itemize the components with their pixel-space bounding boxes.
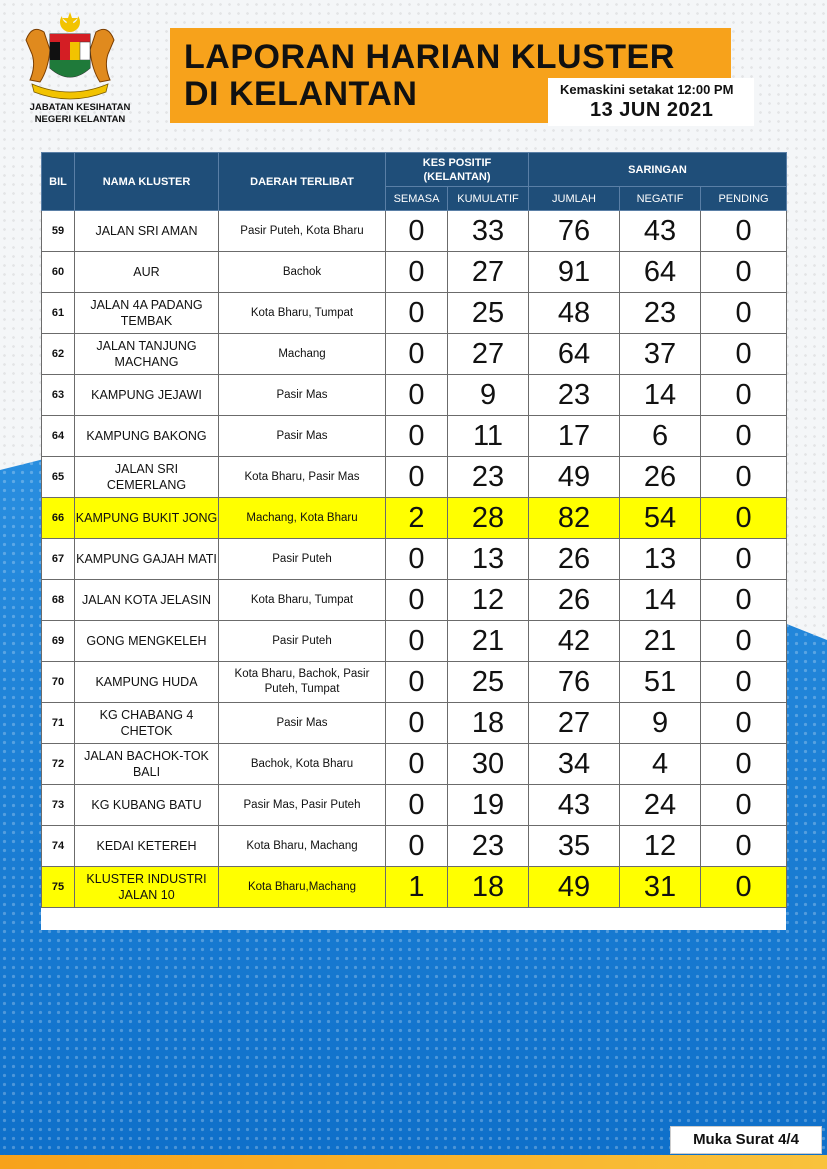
cell-daerah: Pasir Puteh (219, 621, 386, 662)
cell-kumulatif: 23 (448, 457, 529, 498)
table-row (42, 662, 787, 703)
cell-daerah: Kota Bharu, Tumpat (219, 580, 386, 621)
cell-semasa: 0 (386, 744, 448, 785)
cell-jumlah: 43 (529, 785, 620, 826)
header-pending: PENDING (701, 187, 787, 211)
cell-bil: 59 (42, 211, 75, 252)
cell-bil: 75 (42, 867, 75, 908)
table-row (42, 334, 787, 375)
header-kumulatif: KUMULATIF (448, 187, 529, 211)
cell-daerah: Kota Bharu, Tumpat (219, 293, 386, 334)
table-row (42, 252, 787, 293)
cell-kumulatif: 23 (448, 826, 529, 867)
cell-bil: 66 (42, 498, 75, 539)
cell-nama-kluster: KAMPUNG BAKONG (75, 416, 219, 457)
cell-pending: 0 (701, 334, 787, 375)
page-title-line-2: DI KELANTAN (184, 75, 418, 113)
cell-negatif: 14 (620, 375, 701, 416)
header-semasa: SEMASA (386, 187, 448, 211)
cell-jumlah: 42 (529, 621, 620, 662)
cell-pending: 0 (701, 703, 787, 744)
cell-negatif: 14 (620, 580, 701, 621)
cell-bil: 64 (42, 416, 75, 457)
cell-semasa: 1 (386, 867, 448, 908)
cell-nama-kluster: KAMPUNG BUKIT JONG (75, 498, 219, 539)
cell-negatif: 9 (620, 703, 701, 744)
cell-nama-kluster: JALAN SRI CEMERLANG (75, 457, 219, 498)
table-row (42, 498, 787, 539)
cell-kumulatif: 13 (448, 539, 529, 580)
cell-jumlah: 82 (529, 498, 620, 539)
cell-negatif: 24 (620, 785, 701, 826)
cell-nama-kluster: KAMPUNG GAJAH MATI (75, 539, 219, 580)
cell-bil: 72 (42, 744, 75, 785)
cell-daerah: Kota Bharu, Bachok, Pasir Puteh, Tumpat (219, 662, 386, 703)
cell-kumulatif: 25 (448, 662, 529, 703)
cell-jumlah: 48 (529, 293, 620, 334)
header-nama-kluster: NAMA KLUSTER (75, 153, 219, 211)
table-row (42, 580, 787, 621)
cell-nama-kluster: JALAN TANJUNG MACHANG (75, 334, 219, 375)
cell-pending: 0 (701, 211, 787, 252)
cell-kumulatif: 18 (448, 867, 529, 908)
cell-jumlah: 64 (529, 334, 620, 375)
cell-semasa: 0 (386, 416, 448, 457)
cell-nama-kluster: JALAN KOTA JELASIN (75, 580, 219, 621)
cell-negatif: 26 (620, 457, 701, 498)
cell-kumulatif: 19 (448, 785, 529, 826)
cell-negatif: 4 (620, 744, 701, 785)
cell-bil: 74 (42, 826, 75, 867)
cell-daerah: Kota Bharu, Pasir Mas (219, 457, 386, 498)
cell-kumulatif: 27 (448, 334, 529, 375)
agency-line-1: JABATAN KESIHATAN (29, 102, 131, 113)
cell-jumlah: 49 (529, 457, 620, 498)
cell-daerah: Pasir Mas (219, 375, 386, 416)
table-row (42, 457, 787, 498)
table-row (42, 621, 787, 662)
cell-kumulatif: 9 (448, 375, 529, 416)
header-jumlah: JUMLAH (529, 187, 620, 211)
cell-semasa: 0 (386, 662, 448, 703)
cell-semasa: 0 (386, 211, 448, 252)
cell-nama-kluster: KEDAI KETEREH (75, 826, 219, 867)
page-number-label: Muka Surat 4/4 (670, 1126, 822, 1154)
cell-jumlah: 23 (529, 375, 620, 416)
cell-daerah: Pasir Puteh (219, 539, 386, 580)
cell-nama-kluster: JALAN 4A PADANG TEMBAK (75, 293, 219, 334)
cell-negatif: 21 (620, 621, 701, 662)
agency-name (10, 102, 150, 126)
header-kes-positif: KES POSITIF (KELANTAN) (386, 153, 529, 187)
table-row (42, 703, 787, 744)
cell-bil: 62 (42, 334, 75, 375)
cell-bil: 63 (42, 375, 75, 416)
cell-negatif: 43 (620, 211, 701, 252)
cell-negatif: 54 (620, 498, 701, 539)
cell-negatif: 31 (620, 867, 701, 908)
cell-pending: 0 (701, 744, 787, 785)
table-row (42, 867, 787, 908)
cell-semasa: 0 (386, 703, 448, 744)
cluster-table-container (41, 152, 786, 930)
cell-daerah: Machang (219, 334, 386, 375)
table-row (42, 293, 787, 334)
cell-semasa: 2 (386, 498, 448, 539)
cell-bil: 68 (42, 580, 75, 621)
cell-daerah: Pasir Mas (219, 703, 386, 744)
cell-semasa: 0 (386, 252, 448, 293)
cell-bil: 67 (42, 539, 75, 580)
table-row (42, 539, 787, 580)
cell-nama-kluster: KLUSTER INDUSTRI JALAN 10 (75, 867, 219, 908)
cell-nama-kluster: JALAN SRI AMAN (75, 211, 219, 252)
cell-semasa: 0 (386, 293, 448, 334)
cell-pending: 0 (701, 580, 787, 621)
header-saringan: SARINGAN (529, 153, 787, 187)
cell-nama-kluster: KAMPUNG JEJAWI (75, 375, 219, 416)
cell-pending: 0 (701, 785, 787, 826)
cell-kumulatif: 12 (448, 580, 529, 621)
cell-bil: 73 (42, 785, 75, 826)
cell-jumlah: 26 (529, 539, 620, 580)
header-daerah-terlibat: DAERAH TERLIBAT (219, 153, 386, 211)
cell-jumlah: 26 (529, 580, 620, 621)
cell-nama-kluster: AUR (75, 252, 219, 293)
cell-daerah: Pasir Puteh, Kota Bharu (219, 211, 386, 252)
cell-negatif: 64 (620, 252, 701, 293)
cell-bil: 71 (42, 703, 75, 744)
cell-daerah: Kota Bharu, Machang (219, 826, 386, 867)
cell-nama-kluster: KG KUBANG BATU (75, 785, 219, 826)
cell-semasa: 0 (386, 539, 448, 580)
table-row (42, 211, 787, 252)
cell-pending: 0 (701, 498, 787, 539)
cell-bil: 69 (42, 621, 75, 662)
cell-jumlah: 17 (529, 416, 620, 457)
cell-kumulatif: 30 (448, 744, 529, 785)
cell-semasa: 0 (386, 826, 448, 867)
cell-semasa: 0 (386, 334, 448, 375)
agency-line-2: NEGERI KELANTAN (34, 114, 126, 125)
cell-negatif: 37 (620, 334, 701, 375)
cell-semasa: 0 (386, 580, 448, 621)
table-row (42, 744, 787, 785)
cell-daerah: Bachok, Kota Bharu (219, 744, 386, 785)
cell-pending: 0 (701, 867, 787, 908)
cell-pending: 0 (701, 375, 787, 416)
cell-semasa: 0 (386, 375, 448, 416)
table-row (42, 416, 787, 457)
update-label: Kemaskini setakat 12:00 PM (560, 82, 734, 97)
cell-nama-kluster: KG CHABANG 4 CHETOK (75, 703, 219, 744)
cell-kumulatif: 25 (448, 293, 529, 334)
cell-nama-kluster: GONG MENGKELEH (75, 621, 219, 662)
cell-semasa: 0 (386, 785, 448, 826)
cell-daerah: Pasir Mas (219, 416, 386, 457)
cell-bil: 65 (42, 457, 75, 498)
cell-negatif: 23 (620, 293, 701, 334)
cell-daerah: Pasir Mas, Pasir Puteh (219, 785, 386, 826)
cell-bil: 60 (42, 252, 75, 293)
bottom-orange-bar (0, 1155, 827, 1169)
update-date: 13 JUN 2021 (590, 99, 714, 121)
page-title-line-1: LAPORAN HARIAN KLUSTER (184, 38, 675, 76)
cell-nama-kluster: JALAN BACHOK-TOK BALI (75, 744, 219, 785)
cell-jumlah: 76 (529, 662, 620, 703)
cell-kumulatif: 27 (448, 252, 529, 293)
cell-negatif: 51 (620, 662, 701, 703)
table-row (42, 375, 787, 416)
header-bil: BIL (42, 153, 75, 211)
cell-pending: 0 (701, 252, 787, 293)
cell-pending: 0 (701, 826, 787, 867)
cell-bil: 61 (42, 293, 75, 334)
cell-kumulatif: 18 (448, 703, 529, 744)
cell-pending: 0 (701, 416, 787, 457)
cell-pending: 0 (701, 293, 787, 334)
cell-nama-kluster: KAMPUNG HUDA (75, 662, 219, 703)
cell-daerah: Kota Bharu,Machang (219, 867, 386, 908)
cell-negatif: 12 (620, 826, 701, 867)
cell-daerah: Bachok (219, 252, 386, 293)
table-row (42, 785, 787, 826)
cell-bil: 70 (42, 662, 75, 703)
cell-jumlah: 34 (529, 744, 620, 785)
header-negatif: NEGATIF (620, 187, 701, 211)
cell-kumulatif: 28 (448, 498, 529, 539)
cell-kumulatif: 11 (448, 416, 529, 457)
cell-pending: 0 (701, 621, 787, 662)
cell-negatif: 6 (620, 416, 701, 457)
cell-jumlah: 35 (529, 826, 620, 867)
cluster-table (41, 152, 787, 908)
cell-jumlah: 49 (529, 867, 620, 908)
cell-jumlah: 76 (529, 211, 620, 252)
cell-kumulatif: 33 (448, 211, 529, 252)
cell-jumlah: 27 (529, 703, 620, 744)
cell-daerah: Machang, Kota Bharu (219, 498, 386, 539)
table-row (42, 826, 787, 867)
cell-negatif: 13 (620, 539, 701, 580)
cell-semasa: 0 (386, 457, 448, 498)
cell-pending: 0 (701, 457, 787, 498)
cell-pending: 0 (701, 662, 787, 703)
cell-jumlah: 91 (529, 252, 620, 293)
cell-pending: 0 (701, 539, 787, 580)
cell-kumulatif: 21 (448, 621, 529, 662)
malaysia-coat-of-arms-icon (22, 10, 118, 100)
cell-semasa: 0 (386, 621, 448, 662)
